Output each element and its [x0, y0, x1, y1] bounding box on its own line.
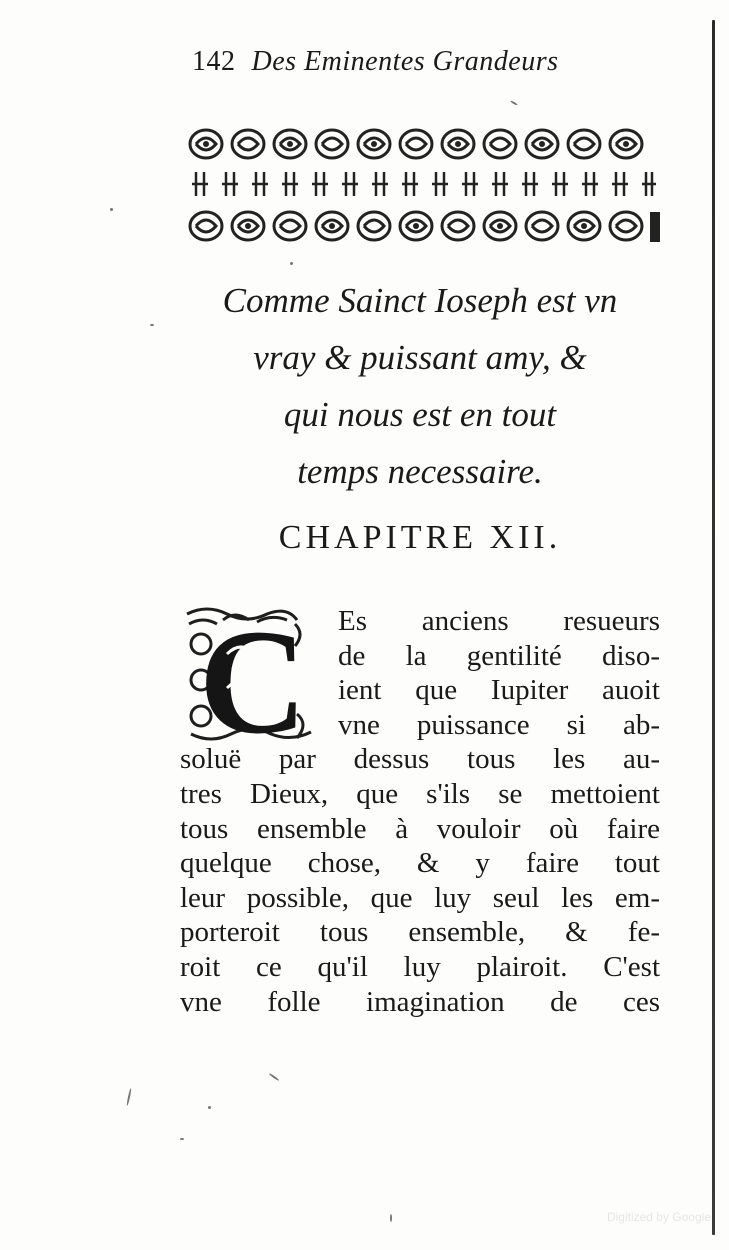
floral-headpiece-icon [186, 122, 661, 248]
chapter-title-line: temps necessaire. [297, 452, 543, 491]
chapter-title-line: qui nous est en tout [283, 395, 557, 434]
scan-speck [180, 1138, 184, 1140]
body-line: de la gentilité diso- [338, 639, 660, 672]
body-line: tous ensemble à vouloir où faire [180, 812, 660, 845]
body-line: leur possible, que luy seul les em- [180, 881, 660, 914]
running-title: Des Eminentes Grandeurs [251, 46, 559, 77]
body-line: porteroit tous ensemble, & fe- [180, 916, 660, 949]
scan-speck [150, 324, 154, 326]
page-number: 142 [192, 46, 236, 77]
body-line: Es anciens resueurs [338, 605, 660, 637]
scan-speck [110, 208, 113, 211]
body-text [180, 604, 660, 1019]
body-line: tres Dieux, que s'ils se mettoient [180, 777, 660, 810]
body-line: soluë par dessus tous les au- [180, 743, 660, 776]
chapter-title-line: Comme Sainct Ioseph est vn [222, 281, 618, 320]
scan-speck [390, 1214, 392, 1222]
body-line: vne folle imagination de ces [180, 985, 660, 1018]
scan-speck [510, 100, 518, 106]
scan-speck [269, 1073, 280, 1082]
body-line: ient que Iupiter auoit [338, 674, 660, 707]
chapter-title-line: vray & puissant amy, & [253, 338, 587, 377]
body-line: roit ce qu'il luy plairoit. C'est [180, 950, 660, 983]
scan-speck [290, 262, 293, 265]
body-line: quelque chose, & y faire tout [180, 847, 660, 880]
scan-speck [126, 1088, 132, 1106]
chapter-title [160, 272, 680, 500]
running-head [192, 46, 612, 78]
chapter-heading: CHAPITRE XII. [278, 519, 562, 556]
body-line: vne puissance si ab- [338, 708, 660, 741]
watermark: Digitized by Google [606, 1210, 711, 1224]
drop-cap-letter: C [198, 604, 308, 750]
scan-speck [208, 1106, 211, 1109]
page-binding-edge [712, 20, 715, 1235]
